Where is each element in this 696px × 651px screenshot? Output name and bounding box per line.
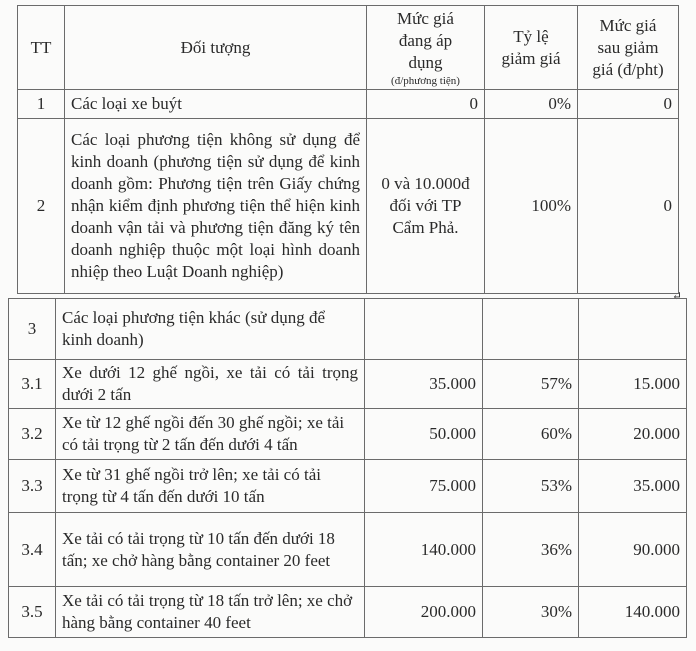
paragraph-mark-icon: ↵ [672,289,683,303]
cell-object: Xe tải có tải trọng từ 18 tấn trở lên; xe chở hàng bằng container 40 feet [56,587,365,638]
cell-price: 35.000 [365,360,483,409]
cell-rate: 100% [485,119,578,294]
cell-final: 15.000 [579,360,687,409]
cell-rate: 53% [483,460,579,513]
cell-rate: 30% [483,587,579,638]
cell-price: 50.000 [365,409,483,460]
cell-final: 20.000 [579,409,687,460]
table-row [9,587,687,638]
cell-object: Các loại phương tiện không sử dụng để kinh doanh (phương tiện sử dụng để kinh doanh gồm: Phương tiện trên Giấy chứng nhận kiểm định phương tiện thể hiện kinh doanh vận tải và phương tiện đăng ký tên doanh nghiệp thuộc một loại hình doanh nhiệp theo Luật Doanh nghiệp) [65,119,367,294]
pricing-table-top [17,5,679,294]
header-discount [485,6,578,90]
cell-price: 200.000 [365,587,483,638]
table-row [9,360,687,409]
cell-price [365,299,483,360]
header-final-line3: giá (đ/pht) [592,59,664,79]
header-current-price-unit: (đ/phương tiện) [391,74,460,87]
cell-rate: 36% [483,513,579,587]
cell-object: Các loại phương tiện khác (sử dụng để kinh doanh) [56,299,365,360]
cell-price: 0 [367,90,485,119]
header-row [18,6,679,90]
header-final-line2: sau giảm [597,37,659,57]
cell-final: 35.000 [579,460,687,513]
cell-final: 140.000 [579,587,687,638]
cell-tt: 3.4 [9,513,56,587]
cell-rate: 0% [485,90,578,119]
cell-tt: 3.2 [9,409,56,460]
cell-tt: 3 [9,299,56,360]
cell-object: Xe từ 31 ghế ngồi trở lên; xe tải có tải trọng từ 4 tấn đến dưới 10 tấn [56,460,365,513]
header-current-price-line2: đang áp [398,30,453,50]
cell-tt: 3.3 [9,460,56,513]
cell-rate: 57% [483,360,579,409]
table-row [9,409,687,460]
cell-tt: 3.5 [9,587,56,638]
table-row [18,90,679,119]
cell-final [579,299,687,360]
cell-final: 0 [578,119,679,294]
cell-tt: 3.1 [9,360,56,409]
cell-object: Các loại xe buýt [65,90,367,119]
cell-object: Xe từ 12 ghế ngồi đến 30 ghế ngồi; xe tải có tải trọng từ 2 tấn đến dưới 4 tấn [56,409,365,460]
header-discount-line1: Tỷ lệ [513,26,549,46]
header-current-price-line3: dụng [408,52,443,72]
cell-object: Xe tải có tải trọng từ 10 tấn đến dưới 18 tấn; xe chở hàng bằng container 20 feet [56,513,365,587]
pricing-table-bottom [8,298,687,638]
header-final-price [578,6,679,90]
cell-object: Xe dưới 12 ghế ngồi, xe tải có tải trọng dưới 2 tấn [56,360,365,409]
table-row [18,119,679,294]
cell-tt: 1 [18,90,65,119]
header-current-price [367,6,485,90]
header-tt: TT [18,6,65,90]
cell-price: 0 và 10.000đ đối với TP Cẩm Phả. [367,119,485,294]
cell-rate [483,299,579,360]
cell-final: 90.000 [579,513,687,587]
header-object: Đối tượng [65,6,367,90]
header-final-line1: Mức giá [599,15,657,35]
cell-rate: 60% [483,409,579,460]
header-current-price-line1: Mức giá [397,8,454,28]
cell-price: 75.000 [365,460,483,513]
header-discount-line2: giảm giá [501,48,561,68]
table-row [9,513,687,587]
cell-final: 0 [578,90,679,119]
cell-price: 140.000 [365,513,483,587]
cell-tt: 2 [18,119,65,294]
table-row [9,299,687,360]
table-row [9,460,687,513]
